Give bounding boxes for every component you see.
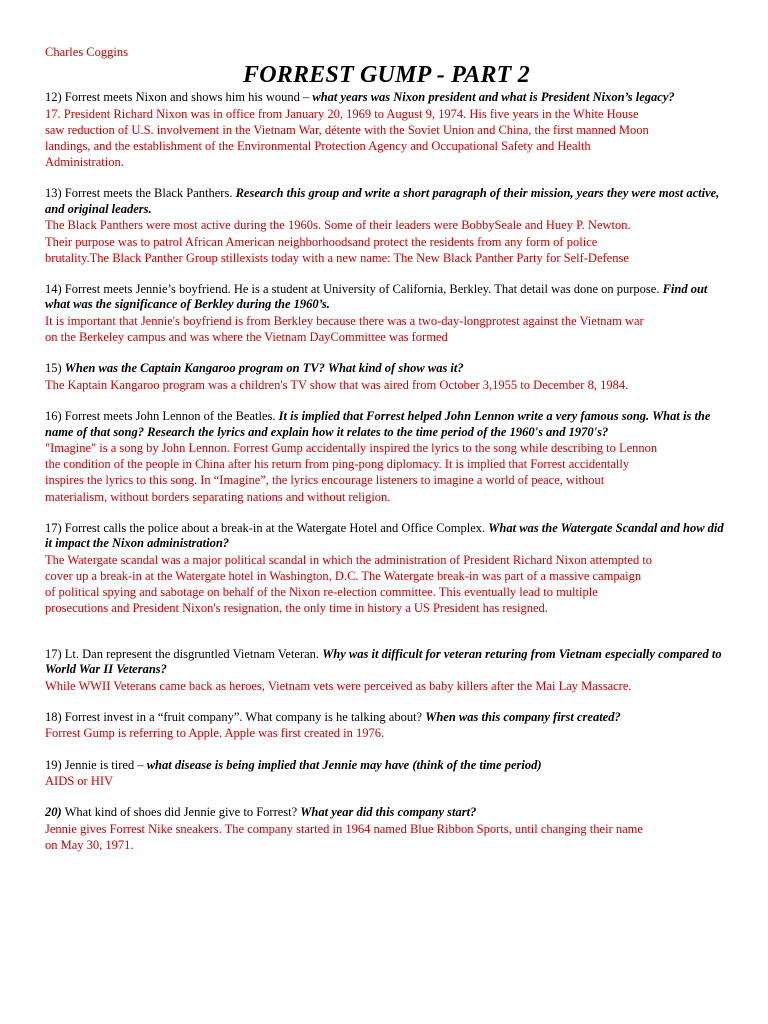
author-name: Charles Coggins bbox=[45, 45, 128, 59]
question-number: 20) bbox=[45, 805, 62, 820]
answer-text: Forrest Gump is referring to Apple. Apple was first created in 1976. bbox=[45, 726, 385, 741]
question-emphasis: what years was Nixon president and what is President Nixon’s legacy? bbox=[312, 90, 675, 104]
answer-text: It is important that Jennie's boyfriend is from Berkley because there was a two-day-longprotest against the Vietnam war on the Berkeley campus and was where the Vietnam DayCommittee was formed bbox=[45, 313, 644, 345]
question-block-19 bbox=[45, 758, 728, 790]
question-text bbox=[45, 90, 728, 106]
answer-text: The Watergate scandal was a major political scandal in which the administration of President Richard Nixon attempted to cover up a break-in at the Watergate hotel in Washington, D.C. The Watergate break-in was part of a massive campaign of political spying and sabotage on behalf of the Nixon re-election committee. This eventually lead to multiple prosecutions and President Nixon's resignation, the only time in history a US President has resigned. bbox=[45, 552, 653, 616]
answer-text: The Kaptain Kangaroo program was a children's TV show that was aired from October 3,1955 to December 8, 1984. bbox=[45, 377, 629, 392]
question-prefix: 14) Forrest meets Jennie’s boyfriend. He is a student at University of California, Berkley. That detail was done on purpose. bbox=[45, 281, 663, 296]
question-block-15 bbox=[45, 361, 728, 393]
question-text bbox=[45, 186, 728, 217]
question-block-17-lt-dan bbox=[45, 647, 728, 694]
question-block-16 bbox=[45, 409, 728, 505]
answer-text: 17. President Richard Nixon was in office from January 20, 1969 to August 9, 1974. His five years in the White House saw reduction of U.S. involvement in the Vietnam War, détente with the Soviet Union and China, the first manned Moon landings, and the establishment of the Environmental Protection Agency and Occupational Safety and Health Administration. bbox=[45, 106, 649, 170]
question-emphasis: Find out what was the significance of Berkley during the 1960’s. bbox=[45, 281, 708, 312]
question-emphasis: What year did this company start? bbox=[300, 805, 477, 820]
answer-text: "Imagine" is a song by John Lennon. Forrest Gump accidentally inspired the lyrics to the song while describing to Lennon the condition of the people in China after his return from ping-pong diplomacy. It is implied that Forrest accidentally inspires the lyrics to this song. In “Imagine”, the lyrics encourage listeners to imagine a world of peace, without materialism, without borders separating nations and without religion. bbox=[45, 441, 658, 504]
question-prefix: 15) bbox=[45, 361, 65, 376]
answer-text: The Black Panthers were most active during the 1960s. Some of their leaders were BobbySeale and Huey P. Newton. Their purpose was to patrol African American neighborhoodsand protect the residents from any form of police brutality.The Black Panther Group stillexists today with a new name: The New Black Panther Party for Self-Defense bbox=[45, 218, 631, 265]
answer-text: AIDS or HIV bbox=[45, 774, 114, 789]
document-title: FORREST GUMP - PART 2 bbox=[243, 62, 530, 88]
question-prefix: 17) Lt. Dan represent the disgruntled Vietnam Veteran. bbox=[45, 646, 323, 661]
question-text bbox=[45, 282, 728, 313]
question-text bbox=[45, 758, 728, 774]
question-text bbox=[45, 710, 728, 726]
question-emphasis: Research this group and write a short paragraph of their mission, years they were most active, and original leaders. bbox=[45, 186, 720, 216]
question-block-14 bbox=[45, 282, 728, 345]
question-prefix: 19) Jennie is tired – bbox=[45, 757, 147, 772]
answer-text: While WWII Veterans came back as heroes, Vietnam vets were perceived as baby killers after the Mai Lay Massacre. bbox=[45, 678, 632, 693]
question-prefix: 13) Forrest meets the Black Panthers. bbox=[45, 186, 236, 201]
question-prefix: 18) Forrest invest in a “fruit company”. What company is he talking about? bbox=[45, 709, 426, 724]
question-prefix: What kind of shoes did Jennie give to Forrest? bbox=[61, 805, 301, 820]
question-block-12 bbox=[45, 90, 728, 170]
question-emphasis: It is implied that Forrest helped John Lennon write a very famous song. What is the name of that song? Research the lyrics and explain how it relates to the time period of the 1960's and 1970's? bbox=[45, 409, 711, 439]
question-emphasis: When was this company first created? bbox=[425, 709, 621, 724]
question-prefix: 12) Forrest meets Nixon and shows him his wound – bbox=[45, 90, 313, 104]
question-prefix: 16) Forrest meets John Lennon of the Beatles. bbox=[45, 409, 279, 424]
question-prefix: 17) Forrest calls the police about a break-in at the Watergate Hotel and Office Complex. bbox=[45, 520, 489, 535]
question-text bbox=[45, 805, 728, 821]
question-text bbox=[45, 647, 728, 678]
question-block-18 bbox=[45, 710, 728, 742]
question-emphasis: What was the Watergate Scandal and how did it impact the Nixon administration? bbox=[45, 520, 724, 551]
question-emphasis: what disease is being implied that Jennie may have (think of the time period) bbox=[146, 757, 542, 772]
question-text bbox=[45, 409, 728, 440]
question-text bbox=[45, 361, 728, 377]
question-block-17-watergate bbox=[45, 521, 728, 617]
question-block-20 bbox=[45, 805, 728, 853]
question-emphasis: When was the Captain Kangaroo program on TV? What kind of show was it? bbox=[64, 361, 464, 376]
question-text bbox=[45, 521, 728, 552]
question-block-13 bbox=[45, 186, 728, 266]
question-emphasis: Why was it difficult for veteran returing from Vietnam especially compared to World War II Veterans? bbox=[45, 646, 722, 677]
answer-text: Jennie gives Forrest Nike sneakers. The company started in 1964 named Blue Ribbon Sports, until changing their name on May 30, 1971. bbox=[45, 821, 643, 852]
